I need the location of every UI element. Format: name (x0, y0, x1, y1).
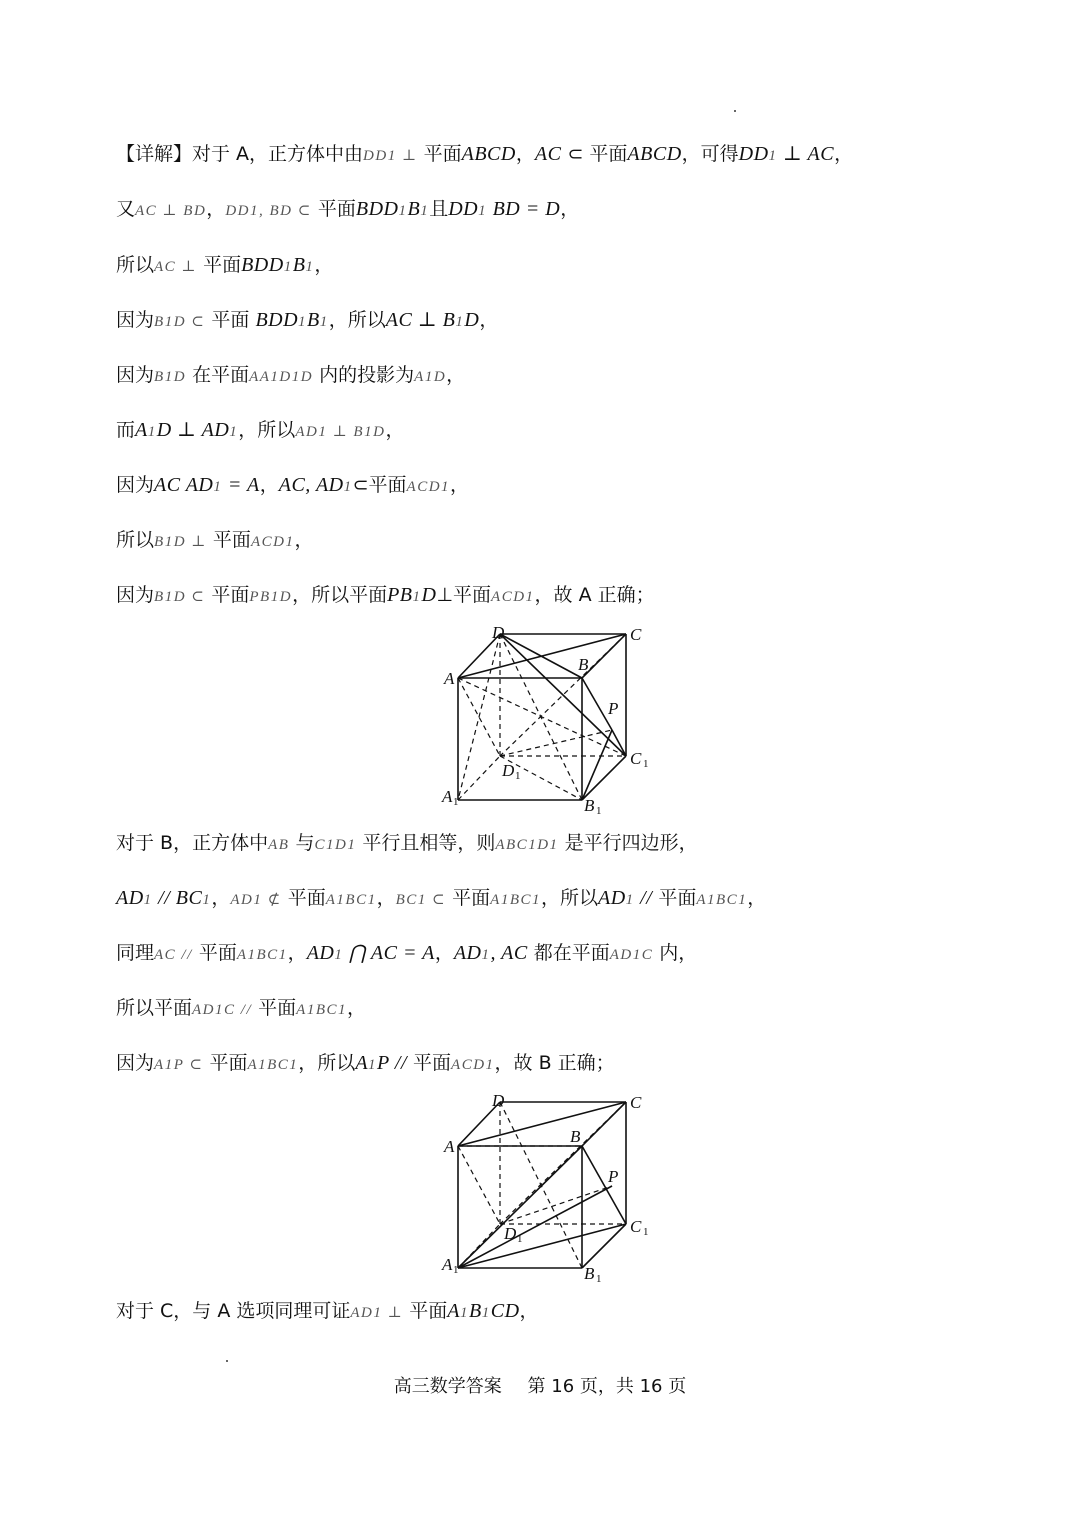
text-line-10 (116, 830, 698, 858)
math-segment: 1 (318, 424, 328, 440)
math-segment: D ⊂ (173, 589, 206, 605)
text-segment: ， (446, 364, 466, 386)
math-segment: ⊄ (262, 892, 282, 908)
math-segment: 1 (305, 259, 315, 275)
math-segment: 1 (229, 424, 239, 440)
math-segment: AD (295, 424, 319, 440)
text-segment: 平面 (205, 584, 250, 606)
text-segment: 在平面 (186, 364, 250, 386)
text-line-9 (116, 582, 655, 610)
vertex-label-B1: B (584, 1264, 595, 1283)
math-segment: AD (609, 947, 633, 963)
vertex-sub-A1: 1 (453, 796, 459, 808)
vertex-sub-B1: 1 (596, 1273, 602, 1285)
math-segment: A (325, 892, 337, 908)
text-segment: 对于 C，与 A 选项同理可证 (116, 1300, 351, 1322)
vertex-sub-C1: 1 (643, 1226, 649, 1238)
math-segment: 1 (367, 892, 377, 908)
math-segment: P ⊂ (173, 1057, 204, 1073)
math-segment: 1 (525, 589, 535, 605)
text-segment: ， (347, 997, 367, 1019)
text-segment: 同理 (116, 942, 155, 964)
math-segment: ABCD (461, 143, 516, 165)
math-segment: AC, AD (278, 474, 344, 496)
math-segment: 1 (213, 479, 223, 495)
text-segment: 【详解】对于 A，正方体中由 (116, 143, 364, 165)
text-segment: ， (747, 887, 767, 909)
text-segment: 又 (116, 198, 136, 220)
text-segment: ， (450, 474, 470, 496)
math-segment: AA (249, 369, 271, 385)
text-segment: ，故 B 正确； (494, 1052, 615, 1074)
text-segment: 都在平面 (527, 942, 610, 964)
math-segment: D (537, 837, 550, 853)
math-segment: D (373, 424, 386, 440)
text-segment: ，所以 (540, 887, 598, 909)
math-segment: 1 (420, 203, 430, 219)
text-segment: 平面 (281, 887, 326, 909)
math-segment: A (447, 1300, 461, 1322)
text-segment: 平面 (403, 1300, 448, 1322)
math-segment: 1 (338, 1002, 347, 1018)
text-segment: ， (259, 474, 279, 496)
vertex-sub-A1: 1 (453, 1264, 459, 1276)
text-segment: 因为 (116, 584, 155, 606)
math-segment: 1 (164, 589, 174, 605)
math-segment: C (641, 947, 654, 963)
vertex-sub-C1: 1 (643, 758, 649, 770)
math-segment: D ⊥ AD (156, 419, 230, 441)
vertex-label-A: A (444, 1137, 455, 1156)
math-segment: = A (222, 474, 260, 496)
text-segment: ， (434, 942, 454, 964)
text-segment: 平面 (311, 198, 356, 220)
text-segment: 对于 B，正方体中 (116, 832, 269, 854)
math-segment: 1 (215, 1002, 225, 1018)
text-segment: 平面 (205, 309, 256, 331)
math-segment: 1 (298, 314, 308, 330)
math-segment: 1 (398, 203, 408, 219)
math-segment: A (696, 892, 708, 908)
math-segment: AB (268, 837, 290, 853)
math-segment: 1 (707, 892, 717, 908)
math-segment: DD (738, 143, 769, 165)
math-segment: PB (249, 589, 271, 605)
vertex-label-D: D (492, 623, 505, 642)
math-segment: B (469, 1300, 482, 1322)
text-line-14 (116, 1050, 615, 1078)
text-segment: 因为 (116, 309, 155, 331)
math-segment: 1 (258, 1057, 268, 1073)
math-segment: BDD (255, 309, 299, 331)
math-segment: 1 (625, 892, 635, 908)
text-segment: 平面 (417, 143, 462, 165)
math-segment: 1 (147, 424, 157, 440)
math-segment: 1 (478, 203, 488, 219)
math-segment: 1 (417, 892, 427, 908)
math-segment: AC ⊥ (154, 259, 198, 275)
text-segment: 平面 (203, 1052, 248, 1074)
math-segment: 1 (306, 1002, 316, 1018)
math-segment: B (154, 589, 165, 605)
text-segment: ⊂平面 (352, 474, 407, 496)
cube-figure-2 (438, 1088, 658, 1288)
math-segment: BC (256, 947, 279, 963)
text-segment: 因为 (116, 474, 155, 496)
math-segment: A (135, 419, 148, 441)
math-segment: ABCD (627, 143, 682, 165)
scan-mark (226, 1360, 228, 1362)
text-line-1 (116, 141, 853, 169)
math-segment: C (314, 837, 326, 853)
math-segment: 1 (270, 589, 280, 605)
text-line-13 (116, 995, 366, 1023)
math-segment: ACD (406, 479, 442, 495)
math-segment: 1 (738, 892, 748, 908)
math-segment: 1 (549, 837, 559, 853)
math-segment: , BD ⊂ (258, 203, 312, 219)
math-segment: 1 (528, 837, 538, 853)
vertex-sub-D1: 1 (517, 1233, 523, 1245)
math-segment: BC (395, 892, 418, 908)
text-segment: 因为 (116, 364, 155, 386)
text-segment: ，故 A 正确； (534, 584, 655, 606)
text-segment: ， (385, 419, 405, 441)
math-segment: 1 (441, 479, 451, 495)
text-segment: ，所以平面 (292, 584, 388, 606)
math-segment: 1 (424, 369, 434, 385)
math-segment: B (307, 309, 320, 331)
math-segment: B (407, 198, 421, 220)
math-segment: AD (453, 942, 482, 964)
text-segment: 平面 (446, 887, 491, 909)
math-segment: D (421, 584, 437, 606)
math-segment: 1 (249, 203, 259, 219)
math-segment: A (414, 369, 425, 385)
text-segment: 因为 (116, 1052, 155, 1074)
math-segment: AC ⊥ B (385, 309, 456, 331)
text-segment: ， (479, 309, 499, 331)
math-segment: 1 (343, 479, 353, 495)
math-segment: 1 (164, 1057, 174, 1073)
math-segment: 1 (500, 892, 510, 908)
math-segment: AD (350, 1305, 374, 1321)
text-line-12 (116, 940, 697, 968)
math-segment: 1 (632, 947, 642, 963)
vertex-label-A1: A (442, 1255, 453, 1274)
math-segment: 1 (278, 947, 288, 963)
text-segment: ，所以 (298, 1052, 356, 1074)
text-segment: ，所以 (238, 419, 296, 441)
math-segment: 1 (460, 1305, 470, 1321)
math-segment: 1 (364, 424, 374, 440)
math-segment: BD = D (487, 198, 561, 220)
math-segment: 1 (253, 892, 263, 908)
math-segment: AC AD (154, 474, 214, 496)
math-segment: 1 (319, 314, 329, 330)
math-segment: AC // (154, 947, 193, 963)
text-segment: ⊂ 平面 (561, 143, 628, 165)
vertex-label-P: P (608, 699, 619, 718)
text-segment: ， (287, 942, 307, 964)
math-segment: BC (716, 892, 739, 908)
vertex-label-P: P (608, 1167, 619, 1186)
text-segment: ， (515, 143, 535, 165)
math-segment: BDD (355, 198, 399, 220)
vertex-label-D1: D (504, 1224, 517, 1243)
text-segment: ， (560, 198, 580, 220)
math-segment: ABC (495, 837, 529, 853)
math-segment: BC (345, 892, 368, 908)
text-segment: ， (211, 887, 231, 909)
math-segment: 1 (143, 892, 153, 908)
text-segment: 内的投影为 (313, 364, 415, 386)
math-segment: DD (363, 148, 388, 164)
vertex-label-C1: C (630, 749, 642, 768)
math-segment: B (292, 254, 306, 276)
text-segment: ， (314, 254, 334, 276)
math-segment: 1 (485, 1057, 495, 1073)
math-segment: AD (306, 942, 335, 964)
math-segment: ACD (250, 534, 286, 550)
math-segment: B (154, 534, 165, 550)
math-segment: ⊥ B (327, 424, 365, 440)
math-segment: B (154, 369, 165, 385)
math-segment: AC (534, 143, 562, 165)
math-segment: ⊥ AC (777, 143, 835, 165)
text-segment: 是平行四边形， (558, 832, 698, 854)
math-segment: B (154, 314, 165, 330)
math-segment: 1 (481, 1305, 491, 1321)
text-segment: 内， (653, 942, 698, 964)
math-segment: AD (230, 892, 254, 908)
math-segment: DD (448, 198, 479, 220)
math-segment: C // (224, 1002, 253, 1018)
footer-page-number: 第 16 页，共 16 页 (527, 1376, 687, 1397)
math-segment: 1 (164, 314, 174, 330)
math-segment: 1 (247, 947, 257, 963)
math-segment: ⋂ AC = A (343, 942, 435, 964)
math-segment: 1 (481, 947, 491, 963)
math-segment: 1 (164, 534, 174, 550)
math-segment: D ⊥ (173, 534, 207, 550)
vertex-label-C: C (630, 625, 642, 644)
text-segment: ， (519, 1300, 539, 1322)
text-segment: ， (206, 198, 226, 220)
vertex-sub-D1: 1 (515, 770, 521, 782)
vertex-label-D: D (492, 1091, 505, 1110)
math-segment: 1 ⊥ (387, 148, 418, 164)
math-segment: ACD (451, 1057, 486, 1073)
math-segment: BC (509, 892, 532, 908)
math-segment: DD (225, 203, 250, 219)
text-line-8 (116, 527, 313, 555)
text-segment: 平面 (197, 254, 242, 276)
math-segment: A (154, 1057, 165, 1073)
math-segment: D (433, 369, 447, 385)
math-segment: 1 (285, 534, 295, 550)
text-line-3 (116, 252, 333, 280)
math-segment: D (300, 369, 314, 385)
math-segment: 1 (283, 259, 293, 275)
math-segment: , AC (490, 942, 528, 964)
math-segment: A (355, 1052, 369, 1074)
math-segment: 1 (455, 314, 465, 330)
math-segment: 1 (164, 369, 174, 385)
math-segment: 1 (334, 947, 344, 963)
math-segment: AC ⊥ BD (135, 203, 207, 219)
math-segment: BC (315, 1002, 338, 1018)
math-segment: ⊥ (382, 1305, 404, 1321)
math-segment: D (173, 369, 187, 385)
math-segment: BC (267, 1057, 290, 1073)
text-segment: 平面 (252, 997, 297, 1019)
text-segment: ， (834, 143, 854, 165)
math-segment: 1 (336, 892, 346, 908)
text-segment: ， (376, 887, 396, 909)
math-segment: 1 (202, 892, 212, 908)
math-segment: 1 (289, 1057, 299, 1073)
text-segment: 平面 (192, 942, 237, 964)
text-line-11 (116, 885, 766, 913)
text-line-2 (116, 196, 579, 224)
math-segment: BDD (241, 254, 284, 276)
text-line-6 (116, 417, 404, 445)
text-segment: 且 (429, 198, 449, 220)
math-segment: D ⊂ (173, 314, 206, 330)
vertex-label-B: B (578, 655, 589, 674)
math-segment: 1 (373, 1305, 383, 1321)
cube-figure-1 (438, 620, 658, 820)
math-segment: D (464, 309, 480, 331)
math-segment: 1 (531, 892, 541, 908)
math-segment: A (247, 1057, 259, 1073)
text-segment: 平面 (407, 1052, 452, 1074)
text-segment: ， (294, 529, 314, 551)
page-footer (0, 1372, 1080, 1398)
math-segment: D (279, 369, 292, 385)
math-segment: 1 (368, 1057, 378, 1073)
vertex-sub-B1: 1 (596, 805, 602, 817)
math-segment: 1 (325, 837, 335, 853)
text-segment: 所以平面 (116, 997, 193, 1019)
math-segment: A (296, 1002, 307, 1018)
footer-subject: 高三数学答案 (393, 1376, 502, 1397)
math-segment: CD (490, 1300, 520, 1322)
text-segment: 平行且相等，则 (356, 832, 496, 854)
text-segment: ，可得 (681, 143, 739, 165)
text-line-7 (116, 472, 469, 500)
math-segment: 1 (768, 148, 778, 164)
math-segment: A (236, 947, 248, 963)
text-segment: ，所以 (328, 309, 386, 331)
vertex-label-A: A (444, 669, 455, 688)
text-line-5 (116, 362, 465, 390)
math-segment: 1 (291, 369, 301, 385)
scan-mark (734, 110, 736, 112)
math-segment: PB (387, 584, 413, 606)
math-segment: AD (598, 887, 626, 909)
vertex-label-C1: C (630, 1217, 642, 1236)
math-segment: 1 (412, 589, 422, 605)
math-segment: P // (377, 1052, 407, 1074)
text-line-15 (116, 1298, 539, 1326)
math-segment: D (334, 837, 348, 853)
text-line-4 (116, 307, 498, 335)
math-segment: // (634, 887, 653, 909)
text-segment: 而 (116, 419, 136, 441)
vertex-label-D1: D (502, 761, 515, 780)
math-segment: AD (192, 1002, 216, 1018)
vertex-label-C: C (630, 1093, 642, 1112)
math-segment: 1 (270, 369, 280, 385)
math-segment: ACD (491, 589, 526, 605)
vertex-label-B1: B (584, 796, 595, 815)
vertex-label-B: B (570, 1127, 581, 1146)
math-segment: A (490, 892, 501, 908)
math-segment: AD (116, 887, 144, 909)
math-segment: // BC (152, 887, 203, 909)
text-segment: ⊥平面 (436, 584, 492, 606)
text-segment: 平面 (206, 529, 251, 551)
text-segment: 与 (289, 832, 315, 854)
math-segment: D (279, 589, 293, 605)
text-segment: 平面 (652, 887, 697, 909)
text-segment: 所以 (116, 529, 155, 551)
math-segment: ⊂ (426, 892, 447, 908)
vertex-label-A1: A (442, 787, 453, 806)
math-segment: 1 (347, 837, 357, 853)
text-segment: 所以 (116, 254, 155, 276)
